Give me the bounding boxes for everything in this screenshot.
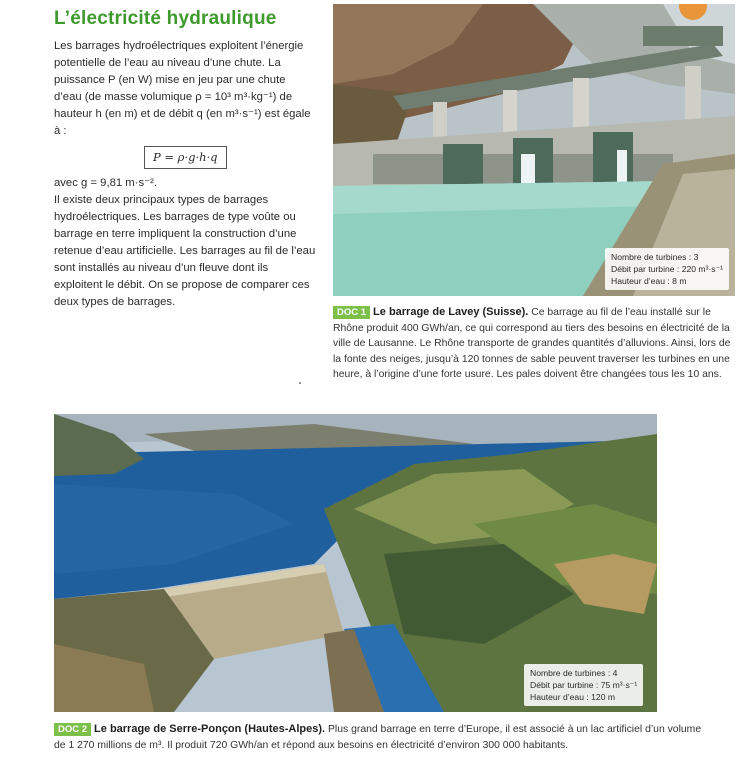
- lavey-dam-photo: [333, 4, 735, 296]
- serre-poncon-flow-rate: Débit par turbine : 75 m³·s⁻¹: [530, 680, 638, 690]
- doc2-badge: DOC 2: [54, 723, 91, 736]
- doc1-title: Le barrage de Lavey (Suisse).: [373, 306, 529, 318]
- lavey-flow-rate: Débit par turbine : 220 m³·s⁻¹: [611, 264, 723, 274]
- doc1-text: Ce barrage au fil de l’eau installé sur le Rhône produit 400 GWh/an, ce qui correspond au tiers des besoins en électricité de la ville de Lausanne. Le Rhône transporte de grandes quantités d’alluvions. Ainsi, lors de la fonte des neiges, jusqu’à 120 tonnes de sable peuvent traverser les turbines en une heure, à l’origine d’une forte usure. Les pales doivent être changées tous les 10 ans.: [333, 307, 731, 380]
- serre-poncon-info-box: [524, 664, 643, 706]
- doc1-caption: [333, 305, 737, 383]
- lavey-water-height: Hauteur d’eau : 8 m: [611, 276, 687, 286]
- power-formula: P = ρ·g·h·q: [144, 146, 227, 169]
- intro-paragraph-3: Il existe deux principaux types de barrages hydroélectriques. Les barrages de type voûte ou barrage en terre impliquent la construction d’une retenue d’eau artificielle. Les barrages au fil de l’eau sont installés au niveau d’un fleuve dont ils exploitent le débit. On se propose de comparer ces deux types de barrages.: [54, 194, 316, 308]
- serre-poncon-water-height: Hauteur d’eau : 120 m: [530, 692, 616, 702]
- doc1-badge: DOC 1: [333, 306, 370, 319]
- intro-paragraph-2: avec g = 9,81 m·s⁻².: [54, 177, 157, 189]
- serre-poncon-dam-photo: [54, 414, 657, 712]
- lavey-info-box: [605, 248, 729, 290]
- intro-paragraph-1: Les barrages hydroélectriques exploitent l’énergie potentielle de l’eau au niveau d’une chute. La puissance P (en W) mise en jeu par une chute d’eau (de masse volumique ρ = 10³ m³·kg⁻¹) de hauteur h (en m) et de débit q (en m³·s⁻¹) est égale à :: [54, 40, 311, 137]
- lavey-turbines: Nombre de turbines : 3: [611, 252, 699, 262]
- doc2-text: Plus grand barrage en terre d’Europe, il est associé à un lac artificiel d’un volume de 1 270 millions de m³. Il produit 720 GWh/an et répond aux besoins en électricité d’environ 300 000 habitants.: [54, 724, 702, 751]
- intro-text: [54, 38, 316, 311]
- doc2-caption: [54, 722, 706, 753]
- serre-poncon-turbines: Nombre de turbines : 4: [530, 668, 618, 678]
- stray-dot: [299, 382, 301, 384]
- doc2-title: Le barrage de Serre-Ponçon (Hautes-Alpes).: [94, 723, 326, 735]
- page-title: L’électricité hydraulique: [54, 8, 277, 29]
